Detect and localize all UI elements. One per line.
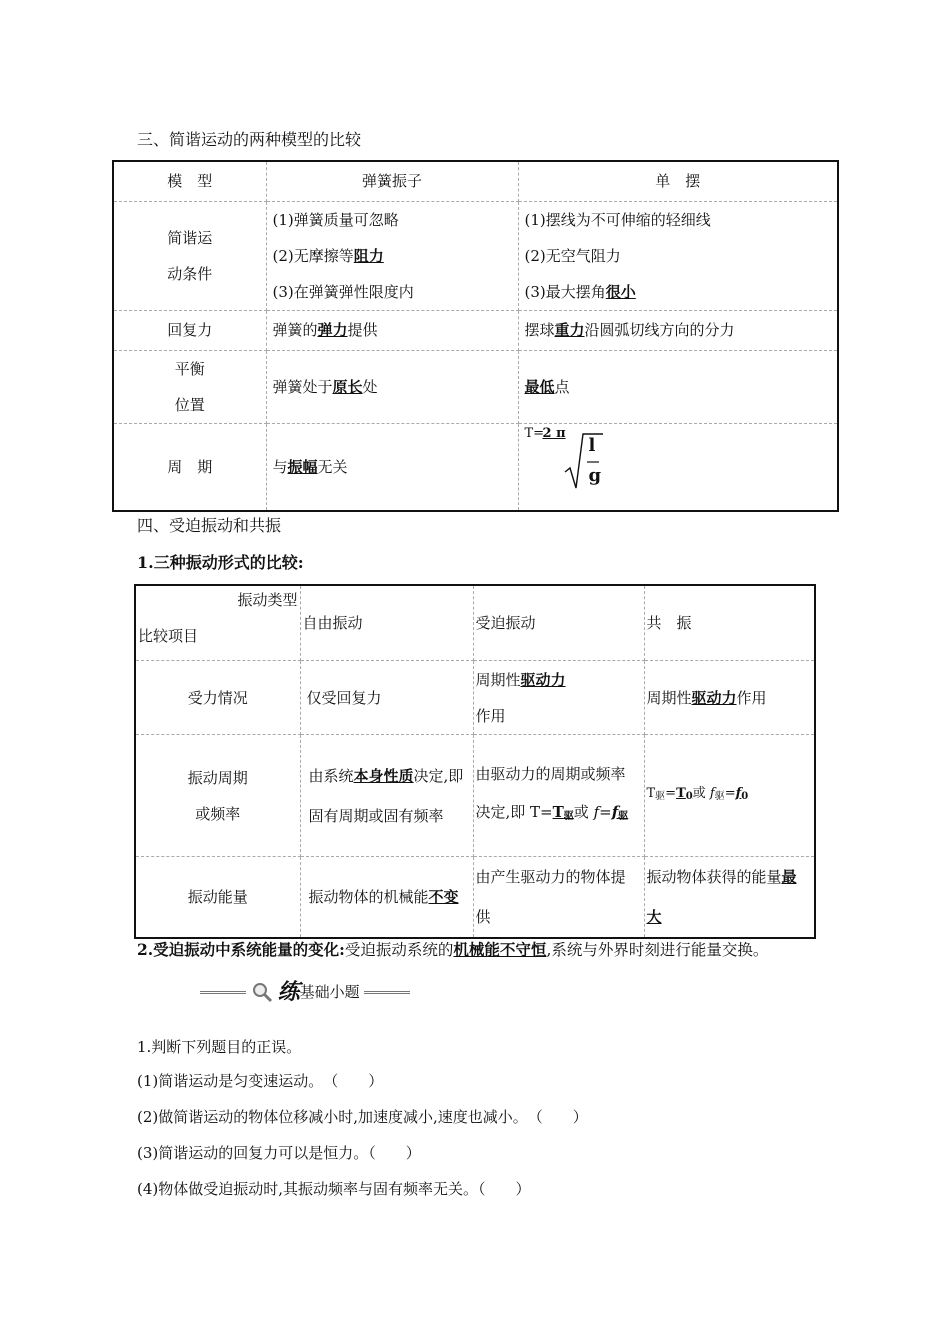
t: = xyxy=(665,786,677,801)
forced-f-drive xyxy=(612,803,628,821)
pend-cond-3-key: 很小 xyxy=(605,282,636,301)
label-restoring-force: 回复力 xyxy=(113,310,266,350)
t: 无关 xyxy=(317,457,348,476)
row-equilibrium xyxy=(113,350,838,423)
row-restoring-force xyxy=(113,310,838,350)
free-energy xyxy=(300,857,473,939)
diagonal-header-cell xyxy=(135,585,300,661)
row-energy xyxy=(135,857,815,939)
pend-cond-1: (1)摆线为不可伸缩的轻细线 xyxy=(524,210,711,229)
row-force xyxy=(135,661,815,735)
key-amplitude: 振幅 xyxy=(287,457,318,476)
key-unchanged: 不变 xyxy=(428,888,459,906)
label-period: 周 期 xyxy=(113,423,266,511)
spring-cond-2-key: 阻力 xyxy=(353,246,384,265)
spring-equilibrium xyxy=(266,350,518,423)
t: 受迫振动系统的 xyxy=(344,941,454,959)
label-equilibrium: 平衡 位置 xyxy=(113,350,266,423)
pendulum-period xyxy=(518,423,838,511)
resonance-force xyxy=(644,661,815,735)
section-4-title: 四、受迫振动和共振 xyxy=(137,516,282,535)
t: 驱 xyxy=(563,811,574,822)
diag-bottom-label: 比较项目 xyxy=(138,627,199,645)
t: 0 xyxy=(741,791,749,802)
pendulum-comparison-table xyxy=(112,160,839,512)
key-gravity: 重力 xyxy=(554,321,585,339)
spring-cond-2-text: (2)无摩擦等 xyxy=(272,246,354,265)
key-not-conserved: 机械能不守恒 xyxy=(453,940,547,959)
key-maximum: 最大 xyxy=(646,868,797,926)
item-2-title: 2.受迫振动中系统能量的变化: xyxy=(137,940,345,959)
banner-line-right xyxy=(364,991,410,994)
spring-period xyxy=(266,423,518,511)
formula-numerator: l xyxy=(588,434,596,456)
row-period xyxy=(113,423,838,511)
t: 由驱动力的周期或频率决定,即 T= xyxy=(475,765,626,821)
t: 0 xyxy=(685,791,693,802)
item-1-title: 1.三种振动形式的比较: xyxy=(137,553,304,572)
t: 周期性 xyxy=(646,688,692,707)
t: 驱 xyxy=(714,791,725,802)
t: 作用 xyxy=(475,706,506,725)
pend-cond-3 xyxy=(525,274,832,310)
t: 弹簧的 xyxy=(272,321,318,339)
t: = xyxy=(724,786,736,801)
t: 驱 xyxy=(655,791,666,802)
spring-cond-2 xyxy=(273,238,512,274)
t: f xyxy=(709,786,715,801)
resonance-energy xyxy=(644,857,815,939)
t: 决定,即固有周期或固有频率 xyxy=(308,766,464,825)
forced-T-drive xyxy=(553,803,574,821)
t: 弹簧处于 xyxy=(272,377,333,396)
banner-line-left xyxy=(200,991,246,994)
spring-cond-3: (3)在弹簧弹性限度内 xyxy=(272,282,414,301)
t: ,系统与外界时刻进行能量交换。 xyxy=(546,941,769,959)
question-item-4: (4)物体做受迫振动时,其振动频率与固有频率无关。（ ） xyxy=(137,1180,531,1198)
spring-cond-1: (1)弹簧质量可忽略 xyxy=(272,210,399,229)
t: 摆球 xyxy=(524,321,555,339)
t: 提供 xyxy=(347,321,378,339)
key-intrinsic-property: 本身性质 xyxy=(353,766,414,785)
free-period xyxy=(300,735,473,857)
formula-2pi: 2 π xyxy=(542,425,566,441)
question-item-1: (1)简谐运动是匀变速运动。 （ ） xyxy=(137,1072,384,1090)
key-natural-length: 原长 xyxy=(332,377,363,396)
t: f xyxy=(593,803,600,821)
key-driving-force-2: 驱动力 xyxy=(691,688,737,707)
formula-prefix: T= xyxy=(524,425,545,441)
free-force: 仅受回复力 xyxy=(300,661,473,735)
t: T xyxy=(552,803,564,821)
spring-conditions xyxy=(266,201,518,310)
forced-period xyxy=(473,735,644,857)
label-period-frequency: 振动周期 或频率 xyxy=(135,735,300,857)
row-period-frequency xyxy=(135,735,815,857)
t: f xyxy=(735,786,742,801)
header-simple-pendulum: 单 摆 xyxy=(518,161,838,201)
t: 与 xyxy=(272,457,288,476)
t: f xyxy=(611,803,619,821)
practice-label: 基础小题 xyxy=(299,983,360,1001)
header-free-vibration: 自由振动 xyxy=(300,585,473,661)
table2-header-row xyxy=(135,585,815,661)
pend-cond-2: (2)无空气阻力 xyxy=(524,246,621,265)
key-elastic-force: 弹力 xyxy=(317,321,348,339)
spring-restoring xyxy=(266,310,518,350)
t: 作用 xyxy=(736,688,767,707)
label-force: 受力情况 xyxy=(135,661,300,735)
header-resonance: 共 振 xyxy=(644,585,815,661)
t: 驱 xyxy=(618,811,629,822)
formula-denominator: g xyxy=(588,464,602,486)
question-item-2: (2)做简谐运动的物体位移减小时,加速度减小,速度也减小。 （ ） xyxy=(137,1108,588,1126)
magnifier-icon xyxy=(251,981,273,1003)
key-driving-force: 驱动力 xyxy=(520,670,566,689)
pendulum-conditions xyxy=(518,201,838,310)
label-energy: 振动能量 xyxy=(135,857,300,939)
t: 振动物体获得的能量 xyxy=(646,868,782,886)
question-intro: 1.判断下列题目的正误。 xyxy=(137,1038,302,1056)
section-3-title: 三、简谐运动的两种模型的比较 xyxy=(137,130,362,149)
t: 由系统 xyxy=(308,766,354,785)
pendulum-restoring xyxy=(518,310,838,350)
t: 点 xyxy=(554,377,570,396)
pend-cond-3-text: (3)最大摆角 xyxy=(524,282,606,301)
t: T xyxy=(646,786,656,801)
t: 周期性 xyxy=(475,670,521,689)
t: = xyxy=(599,803,612,821)
row-conditions xyxy=(113,201,838,310)
forced-force xyxy=(473,661,644,735)
item-2-paragraph xyxy=(137,938,768,960)
header-spring-oscillator: 弹簧振子 xyxy=(266,161,518,201)
diag-top-label: 振动类型 xyxy=(237,591,298,609)
practice-icon-char: 练 xyxy=(277,979,300,1005)
resonance-period xyxy=(644,735,815,857)
header-forced-vibration: 受迫振动 xyxy=(473,585,644,661)
question-item-3: (3)简谐运动的回复力可以是恒力。（ ） xyxy=(137,1144,421,1162)
pendulum-equilibrium xyxy=(518,350,838,423)
forced-energy: 由产生驱动力的物体提供 xyxy=(473,857,644,939)
t: 振动物体的机械能 xyxy=(308,888,429,906)
vibration-comparison-table xyxy=(134,584,816,939)
res-f0 xyxy=(736,786,749,801)
practice-banner xyxy=(200,978,410,1004)
label-conditions: 简谐运 动条件 xyxy=(113,201,266,310)
t: T xyxy=(676,786,686,801)
key-lowest: 最低 xyxy=(524,377,555,396)
table1-header-row xyxy=(113,161,838,201)
period-formula xyxy=(524,425,645,502)
header-model: 模 型 xyxy=(113,161,266,201)
t: 或 xyxy=(692,786,710,801)
res-T0 xyxy=(676,786,693,801)
t: 处 xyxy=(362,377,378,396)
t: 或 xyxy=(573,803,594,821)
t: 沿圆弧切线方向的分力 xyxy=(584,321,735,339)
